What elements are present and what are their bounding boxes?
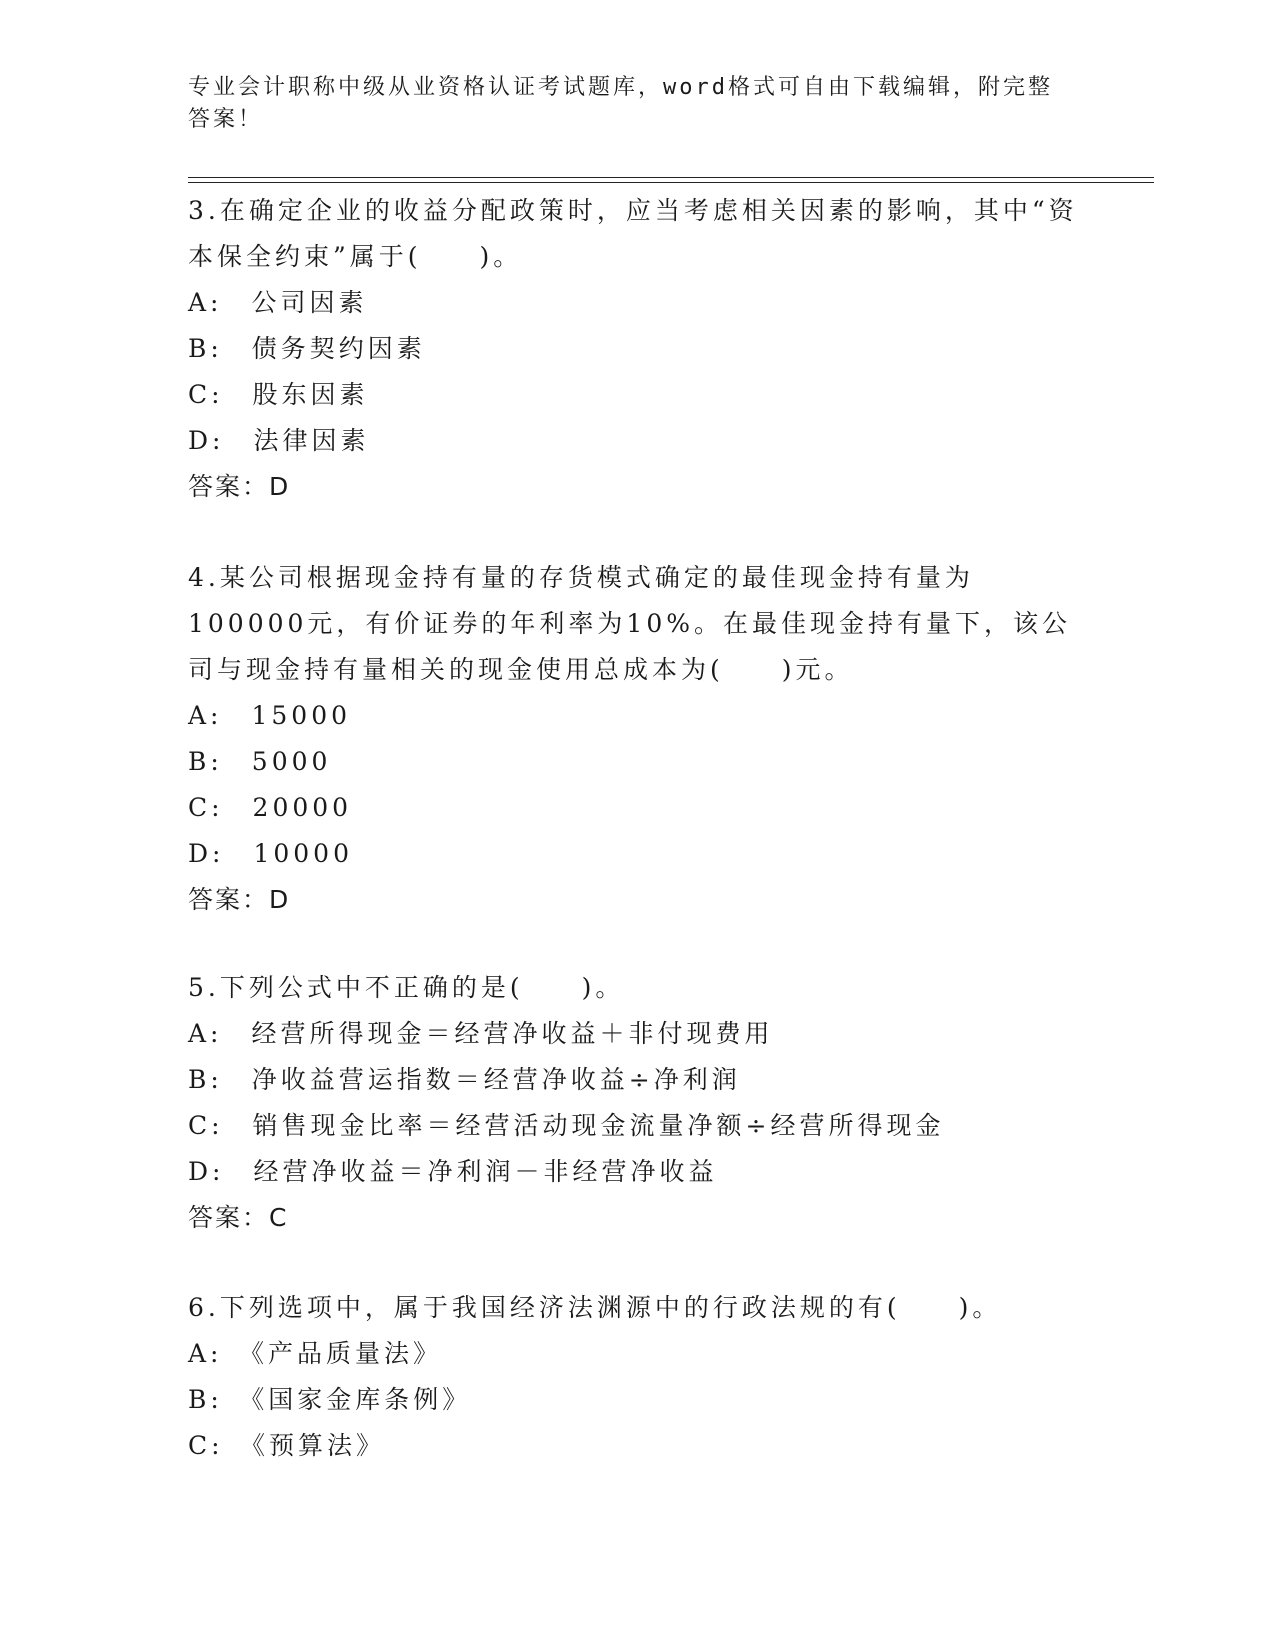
question-3 [188,188,1088,510]
question-stem: 6.下列选项中，属于我国经济法渊源中的行政法规的有( )。 [188,1293,1002,1322]
option-d: D: 法律因素 [188,426,370,455]
option-c: C: 股东因素 [188,380,369,409]
option-d: D: 经营净收益＝净利润－非经营净收益 [188,1157,718,1186]
option-c: C: 《预算法》 [188,1431,386,1460]
question-4 [188,555,1088,923]
option-b: B: 债务契约因素 [188,334,426,363]
option-a: A: 15000 [188,701,352,730]
question-stem: 5.下列公式中不正确的是( )。 [188,973,625,1002]
question-stem: 3.在确定企业的收益分配政策时，应当考虑相关因素的影响，其中“资本保全约束”属于( )。 [188,196,1078,271]
answer: 答案：D [188,885,291,914]
option-a: A: 《产品质量法》 [188,1339,442,1368]
question-6 [188,1285,1088,1469]
document-header: 专业会计职称中级从业资格认证考试题库，word格式可自由下载编辑，附完整答案！ [188,75,1053,132]
option-b: B: 《国家金库条例》 [188,1385,472,1414]
option-c: C: 销售现金比率＝经营活动现金流量净额÷经营所得现金 [188,1111,945,1140]
answer: 答案：C [188,1203,289,1232]
option-b: B: 净收益营运指数＝经营净收益÷净利润 [188,1065,741,1094]
option-a: A: 经营所得现金＝经营净收益＋非付现费用 [188,1019,774,1048]
option-d: D: 10000 [188,839,353,868]
option-a: A: 公司因素 [188,288,368,317]
header-divider-top [188,177,1154,178]
question-stem: 4.某公司根据现金持有量的存货模式确定的最佳现金持有量为100000元，有价证券的年利率为10%。在最佳现金持有量下，该公司与现金持有量相关的现金使用总成本为( )元。 [188,563,1072,684]
header-divider-bottom [188,182,1154,183]
option-b: B: 5000 [188,747,332,776]
question-5 [188,965,1088,1241]
answer: 答案：D [188,472,291,501]
option-c: C: 20000 [188,793,353,822]
